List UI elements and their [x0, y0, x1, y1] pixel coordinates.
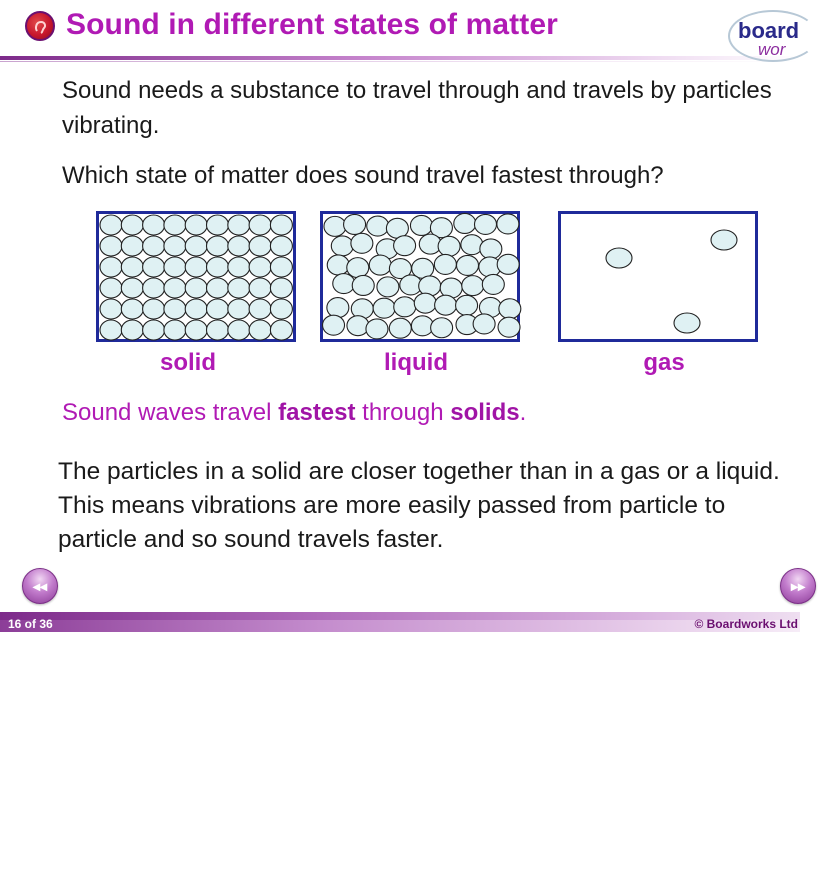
question-text: Which state of matter does sound travel fastest through?	[62, 162, 664, 189]
particle	[100, 320, 122, 340]
particle	[351, 233, 373, 253]
boardworks-logo	[728, 10, 818, 62]
particle	[100, 278, 122, 298]
particle	[480, 239, 502, 259]
particle	[249, 278, 271, 298]
page-indicator: 16 of 36	[8, 617, 53, 631]
particle	[228, 299, 250, 319]
particle	[249, 320, 271, 340]
particle	[438, 236, 460, 256]
explanation-text: The particles in a solid are closer together than in a gas or a liquid. This means vibrations are more easily passed from particle to particle and so sound travels faster.	[58, 458, 780, 553]
particle	[473, 314, 495, 334]
particle	[185, 299, 207, 319]
particle	[143, 215, 165, 235]
particle	[143, 299, 165, 319]
particle	[207, 320, 229, 340]
particle	[121, 299, 143, 319]
particle	[207, 299, 229, 319]
particle	[462, 276, 484, 296]
particle	[497, 254, 519, 274]
particle	[121, 215, 143, 235]
previous-slide-button[interactable]	[22, 568, 58, 604]
ear-icon	[25, 11, 55, 41]
solid-diagram	[96, 211, 296, 342]
particle	[327, 255, 349, 275]
gas-label: gas	[643, 349, 685, 376]
particle	[270, 299, 292, 319]
particle	[185, 215, 207, 235]
particle	[394, 236, 416, 256]
particle	[228, 236, 250, 256]
particle	[352, 275, 374, 295]
particle	[143, 320, 165, 340]
forward-arrow-icon: ▸▸	[790, 578, 806, 594]
particle	[143, 257, 165, 277]
particle	[324, 216, 346, 236]
particle	[185, 278, 207, 298]
particle	[164, 278, 186, 298]
particle	[143, 278, 165, 298]
particle	[497, 214, 519, 234]
particle	[410, 215, 432, 235]
particle	[457, 255, 479, 275]
particle	[228, 257, 250, 277]
particle	[164, 320, 186, 340]
particle	[369, 255, 391, 275]
answer-part-2: through	[355, 399, 451, 426]
particle	[331, 236, 353, 256]
particle	[674, 313, 700, 333]
particle	[711, 230, 737, 250]
particle	[414, 293, 436, 313]
particle	[100, 299, 122, 319]
answer-text	[62, 395, 792, 430]
logo-text-top: board	[738, 18, 800, 43]
particle	[431, 318, 453, 338]
particle	[164, 236, 186, 256]
particle	[344, 214, 366, 234]
liquid-diagram	[320, 211, 520, 342]
particle	[456, 295, 478, 315]
title-divider-thin	[0, 61, 800, 62]
particle	[435, 295, 457, 315]
particle	[249, 215, 271, 235]
particle	[347, 316, 369, 336]
particle	[121, 236, 143, 256]
particle	[143, 236, 165, 256]
particle	[270, 278, 292, 298]
particle	[207, 257, 229, 277]
solid-label: solid	[159, 349, 216, 376]
particle	[121, 320, 143, 340]
particle	[185, 320, 207, 340]
particle	[207, 215, 229, 235]
particle	[323, 315, 345, 335]
intro-text: Sound needs a substance to travel through and travels by particles vibrating.	[62, 77, 772, 139]
answer-part-3: .	[519, 399, 527, 426]
particle	[270, 215, 292, 235]
particle	[185, 257, 207, 277]
solid-particles	[99, 214, 293, 339]
particle	[228, 278, 250, 298]
particle	[228, 320, 250, 340]
particle	[185, 236, 207, 256]
footer-bar-lower	[0, 620, 800, 632]
particle	[228, 215, 250, 235]
answer-emphasis-fastest: fastest	[278, 399, 356, 426]
particle	[164, 215, 186, 235]
particle	[498, 317, 520, 337]
particle	[454, 213, 476, 233]
particle	[419, 276, 441, 296]
title-divider	[0, 56, 800, 60]
particle	[434, 254, 456, 274]
copyright-notice: © Boardworks Ltd	[694, 617, 798, 631]
liquid-particles	[323, 214, 517, 339]
particle	[207, 236, 229, 256]
particle	[411, 316, 433, 336]
footer-bar	[0, 612, 800, 620]
answer-part-1: Sound waves travel	[62, 399, 279, 426]
particle	[100, 236, 122, 256]
particle	[474, 214, 496, 234]
particle	[366, 319, 388, 339]
particle	[394, 297, 416, 317]
particle	[249, 299, 271, 319]
particle	[333, 274, 355, 294]
particle	[249, 257, 271, 277]
next-slide-button[interactable]	[780, 568, 816, 604]
particle	[121, 278, 143, 298]
particle	[377, 277, 399, 297]
particle	[482, 274, 504, 294]
back-arrow-icon: ◂◂	[32, 578, 48, 594]
particle	[499, 299, 521, 319]
particle	[461, 235, 483, 255]
particle	[367, 216, 389, 236]
particle	[164, 257, 186, 277]
gas-diagram	[558, 211, 758, 342]
particle	[100, 257, 122, 277]
particle	[373, 298, 395, 318]
particle	[270, 257, 292, 277]
particle	[389, 318, 411, 338]
particle	[249, 236, 271, 256]
particle	[121, 257, 143, 277]
particle	[270, 320, 292, 340]
particle	[270, 236, 292, 256]
particle	[327, 298, 349, 318]
gas-particles	[561, 214, 755, 339]
particle	[347, 258, 369, 278]
particle	[207, 278, 229, 298]
page-title: Sound in different states of matter	[66, 8, 558, 41]
answer-emphasis-solids: solids	[450, 399, 520, 426]
particle	[100, 215, 122, 235]
particle	[164, 299, 186, 319]
particle	[606, 248, 632, 268]
logo-text-bottom: wor	[758, 40, 786, 59]
liquid-label: liquid	[384, 349, 448, 376]
